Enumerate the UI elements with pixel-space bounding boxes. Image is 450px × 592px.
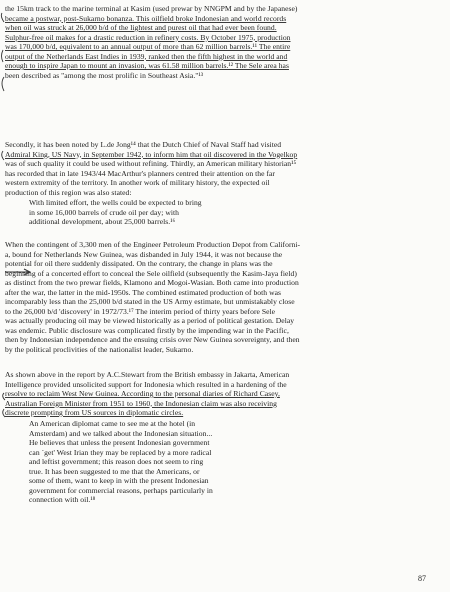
quote-casey-diary bbox=[5, 419, 441, 505]
pen-bracket-mark bbox=[2, 50, 4, 62]
text-line: resolve to reclaim West New Guinea. According to the personal diaries of Richard Casey, bbox=[5, 389, 280, 398]
text-line: then by Indonesian independence and the ensuing crisis over New Guinea sovereignty, and then bbox=[5, 335, 300, 344]
text-line: was 170,000 b/d, equivalent to an annual output of more than 62 million barrels.¹¹ The entire bbox=[5, 42, 291, 51]
paragraph-de-jong bbox=[5, 140, 441, 197]
quote-line: additional development, about 25,000 barrels.¹⁶ bbox=[29, 217, 176, 226]
text-line: Australian Foreign Minister from 1951 to 1960, the Indonesian claim was also receiving bbox=[5, 398, 277, 408]
text-line: Intelligence provided unsolicited support for Indonesia which resulted in a hardening of the bbox=[5, 379, 287, 389]
text-line: incomparably less than the 25,000 b/d stated in the US Army estimate, but unmistakably close bbox=[5, 297, 295, 306]
paragraph-stewart-casey bbox=[5, 370, 441, 418]
text-line: the 15km track to the marine terminal at Kasim (used prewar by NNGPM and by the Japanese) bbox=[5, 4, 298, 13]
quote-line: in some 16,000 barrels of crude oil per day; with bbox=[29, 207, 180, 217]
text-line: When the contingent of 3,300 men of the Engineer Petroleum Production Depot from Californi- bbox=[5, 240, 301, 249]
text-line: potential for oil there suddenly dissipated. On the contrary, the change in plans was the bbox=[5, 259, 273, 268]
text-line: discrete prompting from US sources in diplomatic circles. bbox=[5, 408, 184, 417]
text-line: western extremity of the territory. In another work of military history, the expected oil bbox=[5, 178, 270, 187]
text-line: when oil was struck at 26,000 b/d of the lightest and purest oil that had ever been found. bbox=[5, 23, 277, 32]
text-line: beginning of a concerted effort to conceal the Sele oilfield (subsequently the Kasim-Jaya field) bbox=[5, 268, 297, 278]
text-line: was of such quality it could be used without refining. Thirdly, an American military historian¹⁵ bbox=[5, 159, 297, 168]
paragraph-sele-oilfield bbox=[5, 4, 441, 80]
quote-line: government for commercial reasons, perhaps particularly in bbox=[29, 485, 213, 495]
text-line: enough to inspire Japan to mount an invasion, was 61.58 million barrels.¹² The Sele area has bbox=[5, 61, 289, 70]
text-line: by the political proclivities of the nationalist leader, Sukarno. bbox=[5, 344, 194, 354]
text-line: was endemic. Public disclosure was complicated firstly by the impending war in the Pacific, bbox=[5, 325, 289, 335]
text-line: as distinct from the two prewar fields, Klamono and Mogoi-Wasian. Both came into production bbox=[5, 278, 299, 287]
quote-line: true. It has been suggested to me that the Americans, or bbox=[29, 466, 200, 476]
text-line: production of this region was also stated: bbox=[5, 187, 132, 197]
text-line: after the war, the latter in the mid-1950s. The combined estimated production of both was bbox=[5, 287, 281, 297]
text-line: has recorded that in late 1943/44 MacArthur's planners centred their attention on the far bbox=[5, 168, 275, 178]
text-line: was actually producing oil may be viewed historically as a period of political gestation. Delay bbox=[5, 316, 295, 325]
text-line: became a postwar, post-Sukarno bonanza. This oilfield broke Indonesian and world records bbox=[5, 13, 287, 23]
quote-line: some of them, want to keep in with the present Indonesian bbox=[29, 476, 209, 485]
quote-line: An American diplomat came to see me at the hotel (in bbox=[29, 419, 196, 428]
quote-line: and leftist government; this reason does not seem to ring bbox=[29, 457, 204, 466]
text-line: As shown above in the report by A.C.Stewart from the British embassy in Jakarta, American bbox=[5, 370, 290, 379]
text-line: to the 26,000 b/d 'discovery' in 1972/73.¹⁷ The interim period of thirty years before Sele bbox=[5, 306, 276, 316]
text-line: Secondly, it has been noted by L.de Jong¹⁴ that the Dutch Chief of Naval Staff had visited bbox=[5, 140, 282, 149]
page-number: 87 bbox=[418, 574, 426, 583]
pen-bracket-mark bbox=[1, 13, 4, 22]
quote-us-army-estimate bbox=[5, 198, 441, 227]
paragraph-engineer-depot bbox=[5, 240, 441, 354]
quote-line: He believes that unless the present Indonesian government bbox=[29, 438, 210, 447]
quote-line: can `get' West Irian they may be replaced by a more radical bbox=[29, 447, 212, 457]
quote-line: With limited effort, the wells could be expected to bring bbox=[29, 198, 202, 207]
text-line: a, bound for Netherlands New Guinea, was disbanded in July 1944, it was not because the bbox=[5, 249, 283, 259]
text-line: Sulphur-free oil makes for a drastic reduction in refinery costs. By October 1975, production bbox=[5, 32, 291, 42]
quote-line: Amsterdam) and we talked about the Indonesian situation... bbox=[29, 428, 213, 438]
pen-bracket-mark bbox=[2, 151, 4, 160]
pen-bracket-mark bbox=[2, 77, 4, 91]
quote-line: connection with oil.¹⁸ bbox=[29, 495, 96, 504]
text-line: output of the Netherlands East Indies in 1939, ranked then the fifth highest in the world and bbox=[5, 51, 288, 61]
text-line: been described as "among the most prolific in Southeast Asia."¹³ bbox=[5, 70, 204, 80]
text-line: Admiral King, US Navy, in September 1942, to inform him that oil discovered in the Vogelkop bbox=[5, 149, 298, 159]
